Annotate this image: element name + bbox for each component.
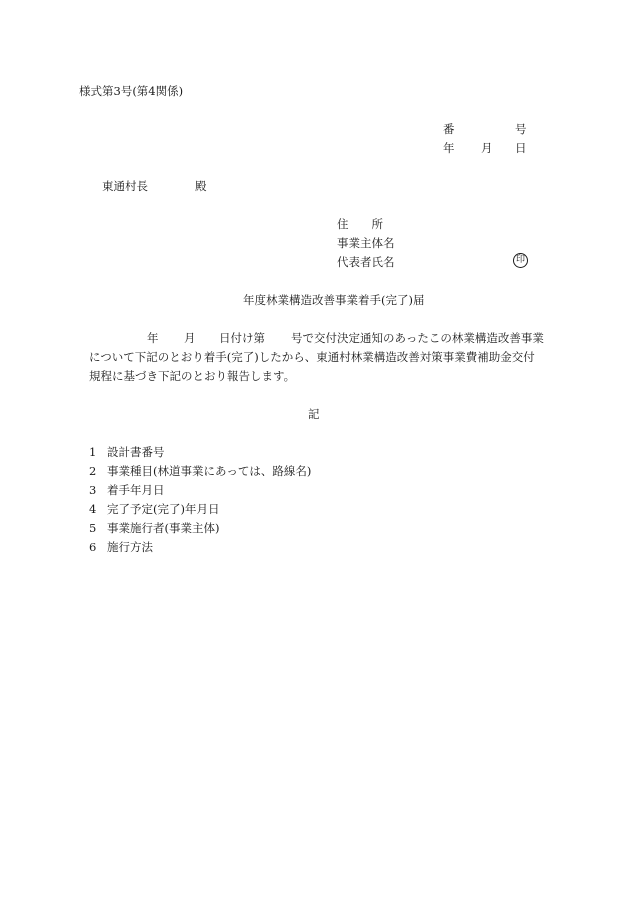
list-item bbox=[89, 466, 311, 478]
list-item-number: 6 bbox=[89, 540, 97, 554]
date-day-label: 日 bbox=[515, 141, 527, 155]
representative-name-label: 代表者氏名 bbox=[337, 255, 395, 269]
list-item-number: 4 bbox=[89, 502, 97, 516]
number-label: 番 bbox=[443, 122, 455, 136]
list-item bbox=[89, 504, 219, 516]
body-year-label: 年 bbox=[147, 331, 159, 345]
list-item-text: 着手年月日 bbox=[107, 483, 165, 497]
number-suffix: 号 bbox=[515, 122, 527, 136]
list-item bbox=[89, 447, 165, 459]
list-item-text: 事業種目(林道事業にあっては、路線名) bbox=[107, 464, 312, 478]
document-title: 年度林業構造改善事業着手(完了)届 bbox=[243, 293, 425, 307]
list-item-text: 事業施行者(事業主体) bbox=[107, 521, 220, 535]
addressee-name: 東通村長 bbox=[102, 179, 148, 193]
date-year-label: 年 bbox=[443, 141, 455, 155]
list-item bbox=[89, 542, 153, 554]
list-item-number: 5 bbox=[89, 521, 97, 535]
address-label: 住 所 bbox=[337, 217, 383, 231]
body-line1-rest: 号で交付決定通知のあったこの林業構造改善事業 bbox=[291, 331, 544, 345]
list-item bbox=[89, 523, 219, 535]
list-item-text: 設計書番号 bbox=[107, 445, 165, 459]
ki-heading: 記 bbox=[308, 407, 320, 421]
list-item-number: 1 bbox=[89, 445, 97, 459]
body-date-label: 日付け第 bbox=[219, 331, 265, 345]
list-item-text: 施行方法 bbox=[107, 540, 153, 554]
addressee-honorific: 殿 bbox=[195, 179, 207, 193]
list-item-number: 2 bbox=[89, 464, 97, 478]
list-item-text: 完了予定(完了)年月日 bbox=[107, 502, 220, 516]
form-number: 様式第3号(第4関係) bbox=[79, 84, 184, 98]
date-month-label: 月 bbox=[481, 141, 493, 155]
list-item-number: 3 bbox=[89, 483, 97, 497]
entity-name-label: 事業主体名 bbox=[337, 236, 395, 250]
list-item bbox=[89, 485, 165, 497]
body-month-label: 月 bbox=[184, 331, 196, 345]
body-line3: 規程に基づき下記のとおり報告します。 bbox=[89, 369, 296, 383]
seal-mark: 印 bbox=[513, 253, 528, 268]
body-line2: について下記のとおり着手(完了)したから、東通村林業構造改善対策事業費補助金交付 bbox=[89, 350, 535, 364]
